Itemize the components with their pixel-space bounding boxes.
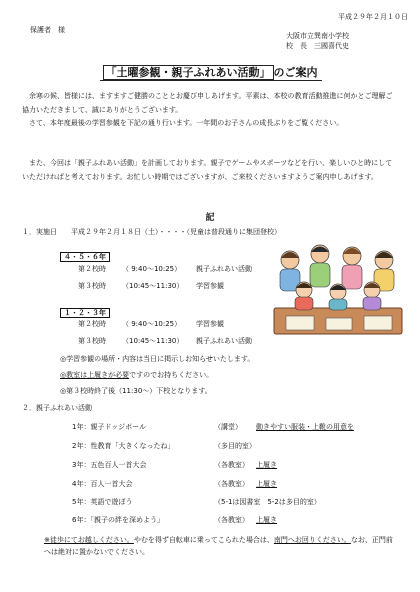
schedule-activity: 親子ふれあい活動 xyxy=(196,337,252,345)
note-dismissal: ◎第３校時終了後（11:30～）下校となります。 xyxy=(60,387,212,395)
activity-place: （5-1は図書室 5-2は多目的室） xyxy=(214,498,321,506)
activity-place: （講堂） xyxy=(214,423,242,431)
note-location: ◎学習参観の場所・内容は当日に掲示しお知らせいたします。 xyxy=(60,355,255,363)
recipient: 保護者 様 xyxy=(30,26,65,34)
grade-group-456-label: ４・５・６年 xyxy=(60,252,110,262)
note-indoor-shoes-emphasis: ◎教室は上履きが必要 xyxy=(60,371,130,379)
implementation-date: １．実施日 平成２９年２月１８日（土）・・・・（児童は普段通りに集団登校） xyxy=(22,228,281,236)
closing-main-gate-note: なお、正門前へは絶対に置かないでください。 xyxy=(44,536,393,556)
closing-bicycle-note: やむを得ず自転車に乗ってこられた場合は、 xyxy=(133,536,274,544)
issue-date: 平成２９年２月１０日 xyxy=(338,13,408,21)
activity-grade: 5年：英語で遊ぼう xyxy=(72,498,133,506)
activity-grade: 2年：性教育「大きくなったね」 xyxy=(72,442,175,450)
activity-place: （各教室） xyxy=(214,480,249,488)
activity-grade: 4年：百人一首大会 xyxy=(72,480,133,488)
grade-group-456 xyxy=(60,244,110,263)
activity-note: 上履き xyxy=(256,516,277,524)
title-suffix: のご案内 xyxy=(273,66,318,79)
schedule-time: （10:45～11:30） xyxy=(122,337,184,345)
parents-and-children-study-icon xyxy=(268,238,408,340)
greeting-paragraph xyxy=(22,90,396,131)
school-name: 大阪市立巽南小学校 xyxy=(286,32,349,40)
schedule-period: 第３校時 xyxy=(78,282,106,290)
schedule-period: 第２校時 xyxy=(78,265,106,273)
activity-note: 上履き xyxy=(256,480,277,488)
schedule-activity: 親子ふれあい活動 xyxy=(196,265,252,273)
activity-place: （各教室） xyxy=(214,516,249,524)
page-title xyxy=(0,66,420,79)
note-indoor-shoes xyxy=(60,371,213,380)
closing-walk-note: ※徒歩にてお越しください。 xyxy=(44,536,134,544)
section-activities-heading: ２．親子ふれあい活動 xyxy=(22,404,92,412)
schedule-time: （ 9:40～10:25） xyxy=(122,265,182,273)
greeting-text: 余寒の候、皆様には、ますますご健勝のこととお慶び申しあげます。平素は、本校の教育活動推進に何かとご理解ご協力いただきまして、誠にありがとうございます。 xyxy=(22,92,393,114)
principal-name: 校 長 三國喜代史 xyxy=(286,42,349,50)
activity-grade: 6年：「親子の絆を深めよう」 xyxy=(72,516,164,524)
schedule-activity: 学習参観 xyxy=(196,282,224,290)
activity-grade: 1年：親子ドッジボール xyxy=(72,423,147,431)
observation-text: さて、本年度最後の学習参観を下記の通り行います。一年間のお子さんの成長ぶりをご覧ください。 xyxy=(22,119,344,127)
schedule-period: 第２校時 xyxy=(78,320,106,328)
grade-group-123 xyxy=(60,300,110,319)
grade-group-123-label: １・２・３年 xyxy=(60,308,110,318)
title-boxed-text: 「土曜参観・親子ふれあい活動」 xyxy=(103,65,274,80)
schedule-activity: 学習参観 xyxy=(196,320,224,328)
note-indoor-shoes-rest: ですのでお持ちください。 xyxy=(129,371,214,379)
schedule-time: （ 9:40～10:25） xyxy=(122,320,182,328)
activity-place: （各教室） xyxy=(214,461,249,469)
closing-south-gate: 南門へお回りください。 xyxy=(273,536,351,544)
ki-heading: 記 xyxy=(205,213,215,223)
closing-notice xyxy=(44,534,398,558)
activity-paragraph: また、今回は「親子ふれあい活動」を計画しております。親子でゲームやスポーツなどを行い、楽しいひと時にしていただければと考えております。お忙しい時期ではございますが、ご来校くださいますようご案内申しあげます。 xyxy=(22,159,393,181)
activity-note: 上履き xyxy=(256,461,277,469)
activity-note: 動きやすい服装・上靴の用意を xyxy=(256,423,354,431)
activity-place: （多目的室） xyxy=(214,442,256,450)
activity-grade: 3年：五色百人一首大会 xyxy=(72,461,147,469)
schedule-period: 第３校時 xyxy=(78,337,106,345)
title-underline xyxy=(100,80,322,81)
schedule-time: （10:45～11:30） xyxy=(122,282,184,290)
